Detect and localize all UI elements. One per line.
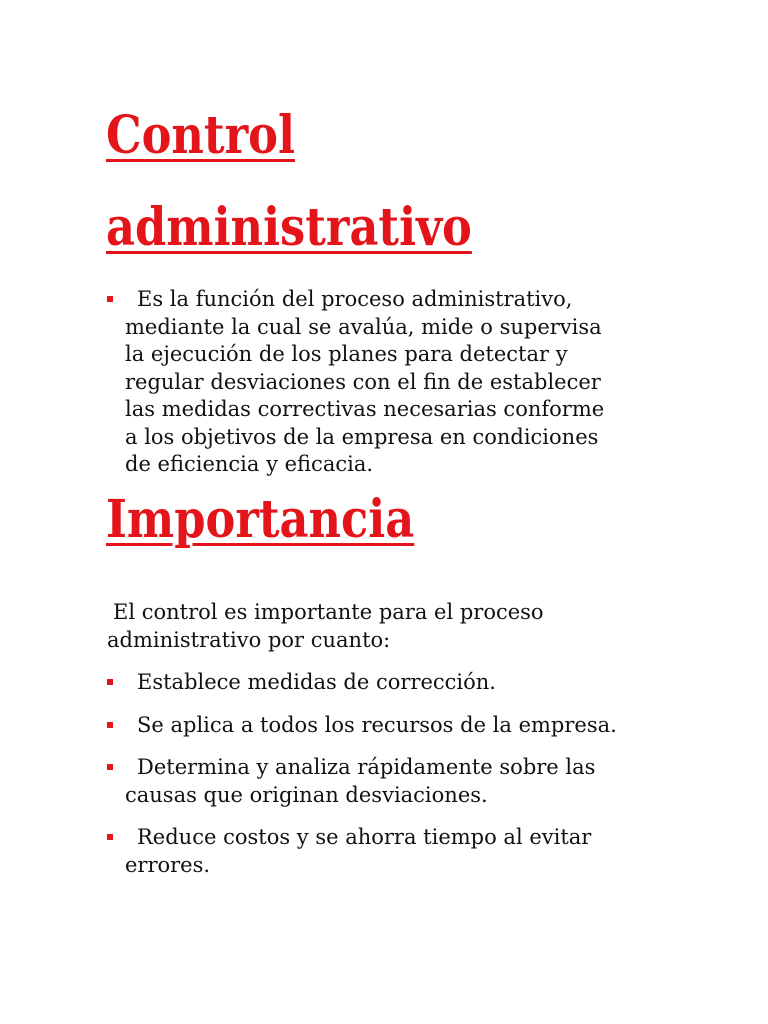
text-line: causas que originan desviaciones. <box>125 782 488 807</box>
heading-line: Control <box>106 105 295 166</box>
square-bullet-icon <box>107 296 113 302</box>
list-item <box>107 286 604 479</box>
text-line: administrativo por cuanto: <box>107 628 391 652</box>
text-line: de eficiencia y eficacia. <box>125 452 374 476</box>
text-line: El control es importante para el proceso <box>113 600 544 624</box>
square-bullet-icon <box>107 764 113 770</box>
list-item-text <box>125 712 617 740</box>
list-item <box>107 669 617 697</box>
text-line: Determina y analiza rápidamente sobre las <box>137 755 596 779</box>
square-bullet-icon <box>107 722 113 728</box>
text-line: Es la función del proceso administrativo, <box>137 287 573 311</box>
text-line: Establece medidas de corrección. <box>137 670 496 694</box>
list-item <box>107 824 617 879</box>
text-line: errores. <box>125 852 211 877</box>
list-item-text <box>125 669 617 697</box>
heading-control-administrativo <box>106 90 472 274</box>
list-item <box>107 754 617 809</box>
text-line: Se aplica a todos los recursos de la empresa. <box>137 712 617 737</box>
square-bullet-icon <box>107 834 113 840</box>
text-line: las medidas correctivas necesarias conforme <box>125 397 605 421</box>
list-item-text <box>125 754 617 809</box>
text-line: mediante la cual se avalúa, mide o supervisa <box>125 314 602 339</box>
text-line: regular desviaciones con el fin de establecer <box>125 369 601 394</box>
definition-list <box>107 286 604 479</box>
list-item <box>107 712 617 740</box>
text-line: a los objetivos de la empresa en condiciones <box>125 424 599 449</box>
heading-line: administrativo <box>106 197 472 258</box>
heading-importancia: Importancia <box>106 489 415 550</box>
definition-text <box>125 286 604 479</box>
text-line: la ejecución de los planes para detectar y <box>125 342 568 366</box>
text-line: Reduce costos y se ahorra tiempo al evitar <box>137 825 592 849</box>
intro-paragraph <box>107 598 544 654</box>
list-item-text <box>125 824 617 879</box>
importance-list <box>107 669 617 894</box>
square-bullet-icon <box>107 679 113 685</box>
